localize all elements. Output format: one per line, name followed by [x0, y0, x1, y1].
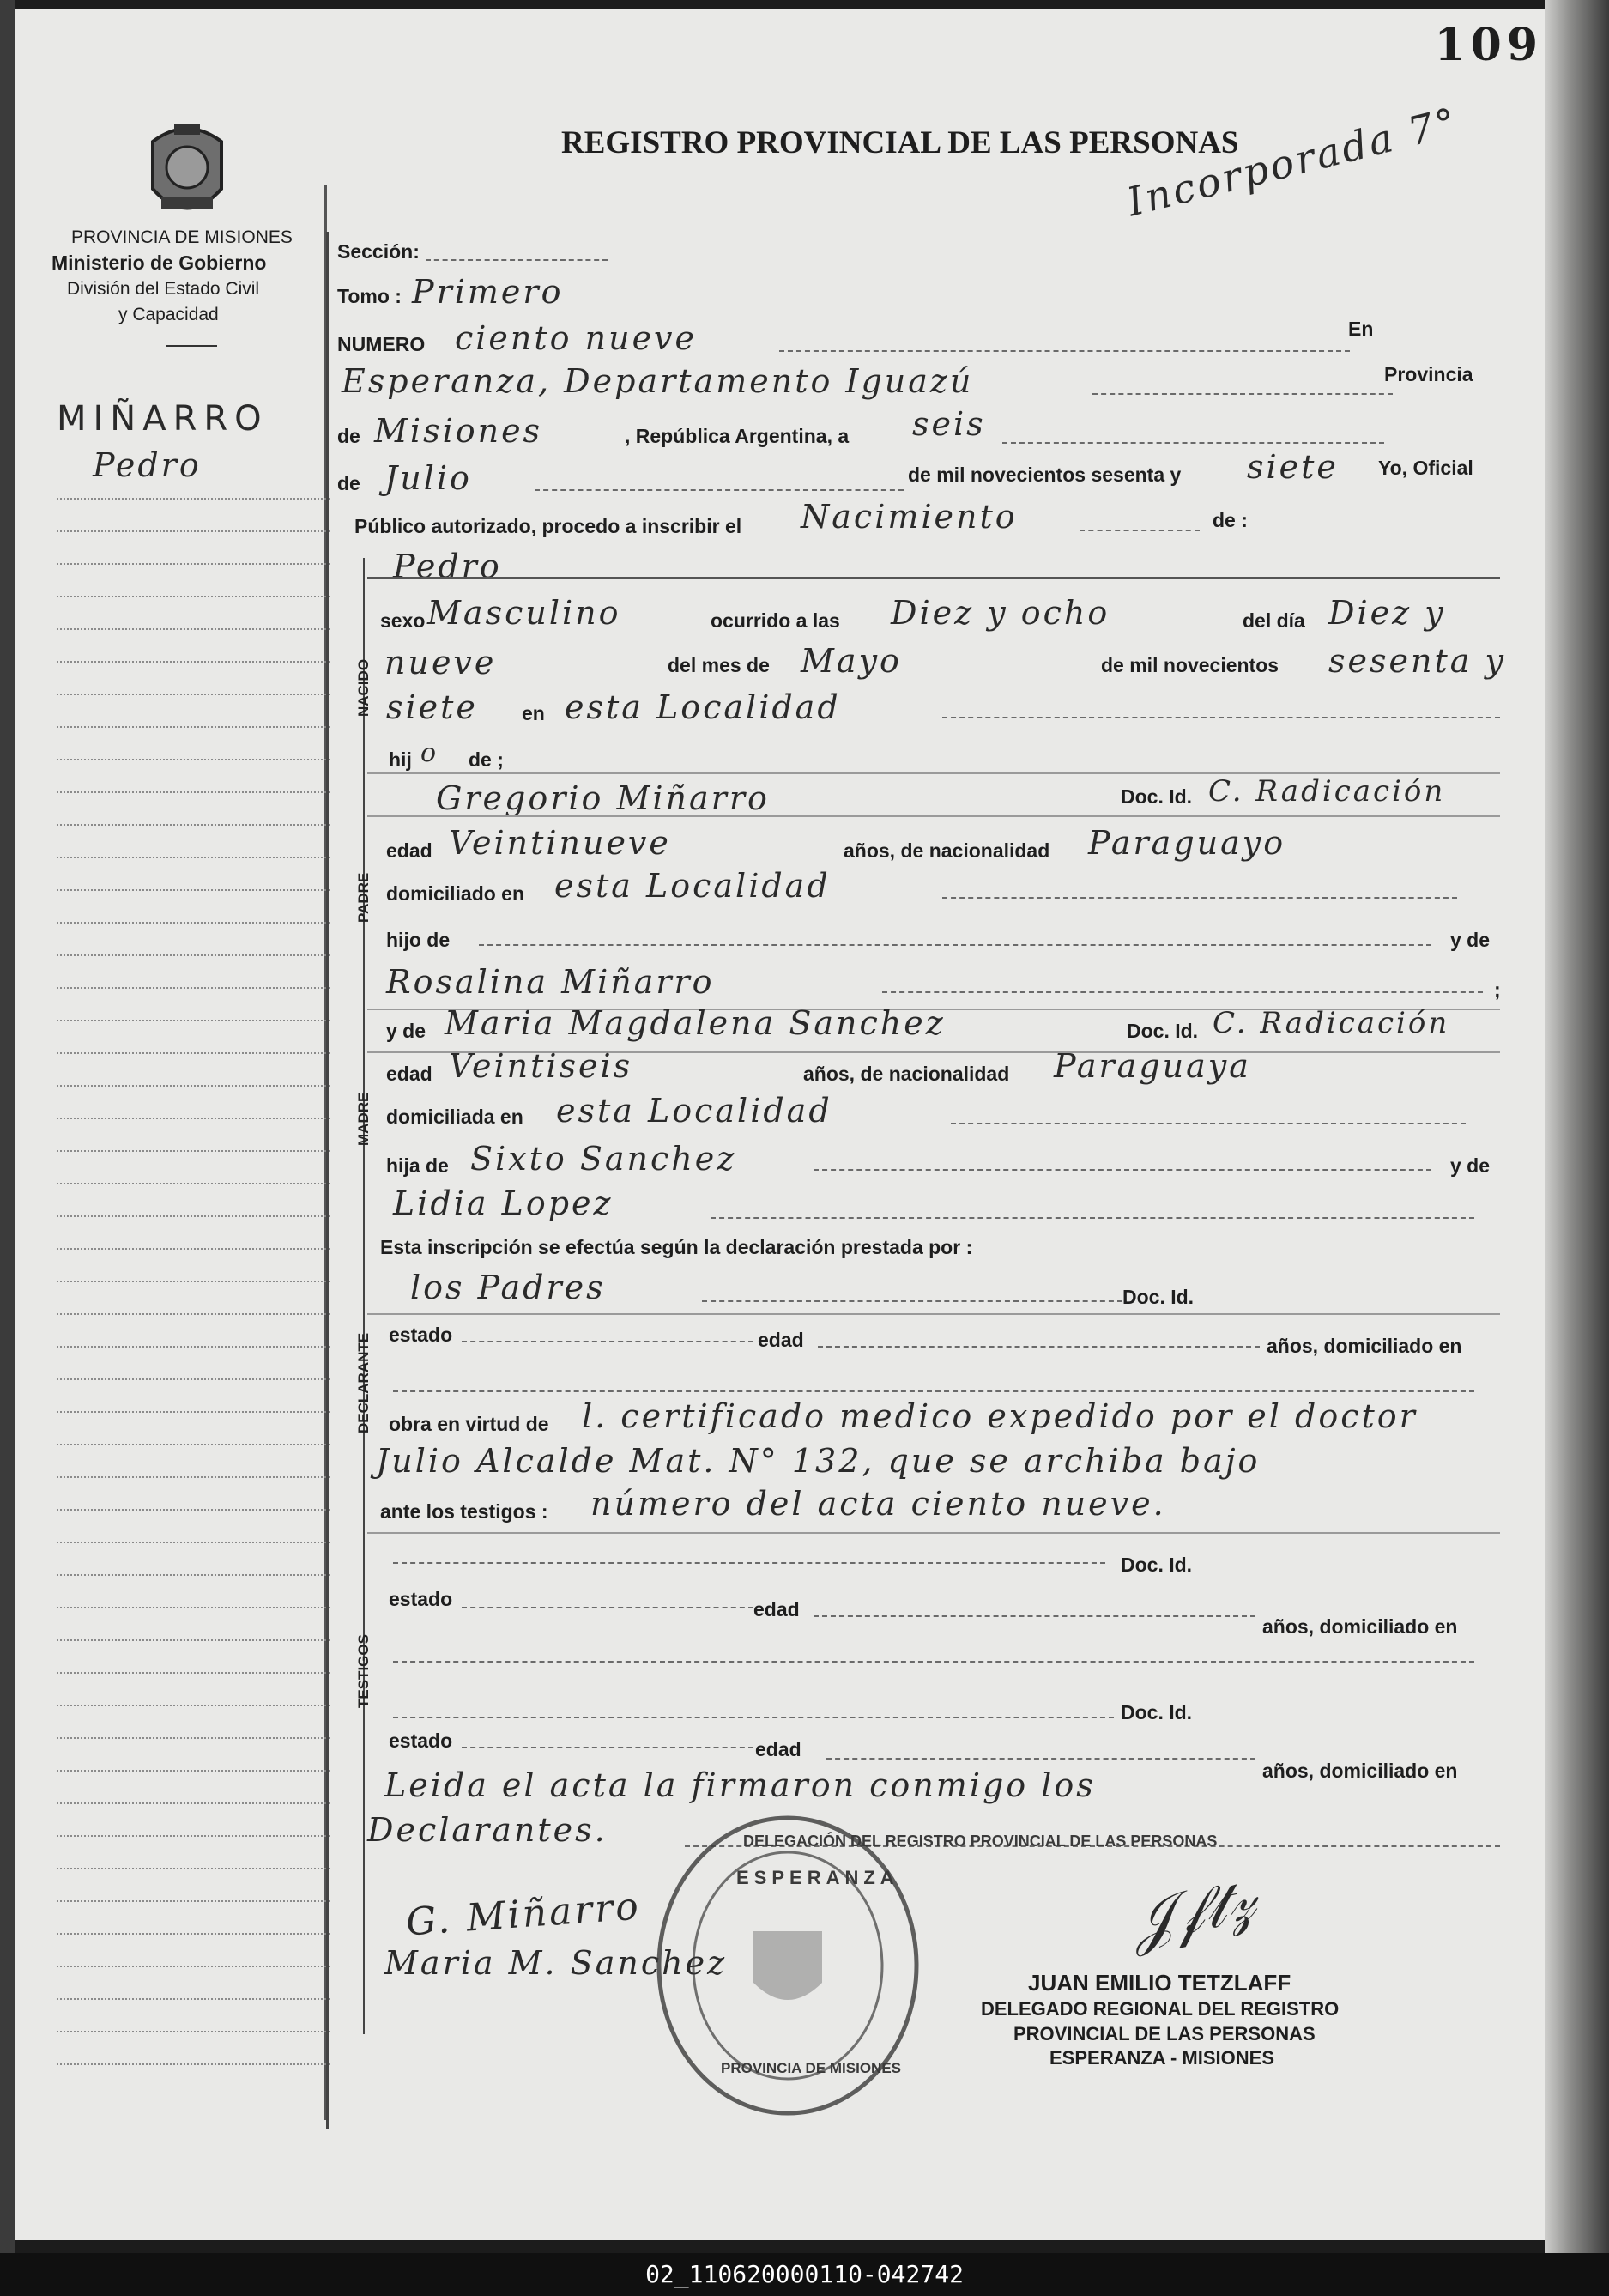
madre-nombre-value: Maria Magdalena Sanchez: [445, 1004, 946, 1042]
padre-nac-label: años, de nacionalidad: [844, 839, 1050, 862]
madre-hija-de-label: hija de: [386, 1154, 449, 1177]
signature-father: G. Miñarro: [404, 1884, 643, 1945]
en-nac-label: en: [522, 702, 545, 724]
closing-value-b: Declarantes.: [367, 1811, 608, 1849]
header-divider: [166, 345, 217, 347]
padre-madre-line: [882, 991, 1483, 993]
anio-label: de mil novecientos sesenta y: [908, 463, 1182, 486]
nombre-line: [367, 577, 1500, 579]
testigo1-dom-line: [393, 1661, 1474, 1663]
stub-ruled-line: [57, 1378, 330, 1380]
testigo2-doc-label: Doc. Id.: [1121, 1701, 1193, 1724]
mes-value: Julio: [384, 459, 472, 497]
padre-semicolon: ;: [1494, 978, 1501, 1001]
division-label: División del Estado Civil: [67, 279, 260, 299]
stub-ruled-line: [57, 2031, 330, 2032]
madre-madre-line: [711, 1217, 1474, 1219]
declarante-line-1: [367, 1313, 1500, 1315]
del-dia-label: del día: [1243, 609, 1305, 632]
stub-ruled-line: [57, 1020, 330, 1021]
tipo-line: [1080, 530, 1200, 531]
section-divider: [363, 558, 365, 2034]
stub-ruled-line: [57, 1118, 330, 1119]
nombre-value: Pedro: [393, 548, 502, 585]
page-title: REGISTRO PROVINCIAL DE LAS PERSONAS: [561, 125, 1239, 161]
testigo1-doc-label: Doc. Id.: [1121, 1554, 1193, 1576]
padre-doc-label: Doc. Id.: [1121, 785, 1193, 808]
capacity-label: y Capacidad: [118, 305, 219, 324]
stub-ruled-line: [57, 1281, 330, 1282]
stub-ruled-line: [57, 1052, 330, 1054]
numero-label: NUMERO: [337, 333, 426, 355]
footer-id: 02_110620000110-042742: [0, 2253, 1609, 2296]
stub-ruled-line: [57, 1900, 330, 1902]
testigo2-nombre-line: [393, 1717, 1114, 1718]
main-divider: [326, 232, 329, 2129]
stub-ruled-line: [57, 1705, 330, 1706]
anio-nac-value-a: sesenta y: [1328, 642, 1506, 680]
stub-ruled-line: [57, 759, 330, 760]
dia-nac-value-a: Diez y: [1328, 594, 1446, 632]
incorporated-annotation: Incorporada 7°: [1122, 98, 1463, 226]
stub-ruled-line: [57, 1802, 330, 1804]
stub-ruled-line: [57, 1248, 330, 1250]
tipo-value: Nacimiento: [801, 498, 1018, 536]
ministry-label: Ministerio de Gobierno: [51, 251, 267, 274]
stub-ruled-line: [57, 1574, 330, 1576]
madre-nac-label: años, de nacionalidad: [803, 1063, 1010, 1085]
provincia-label: Provincia: [1384, 363, 1473, 385]
stub-ruled-line: [57, 1085, 330, 1087]
testigo2-estado-line: [462, 1747, 753, 1748]
madre-doc-value: C. Radicación: [1213, 1006, 1450, 1040]
padre-edad-label: edad: [386, 839, 432, 862]
numero-line: [779, 350, 1350, 352]
madre-nac-value: Paraguaya: [1054, 1047, 1251, 1085]
signature-mother: Maria M. Sanchez: [384, 1944, 728, 1982]
declarante-edad-line: [818, 1346, 1260, 1348]
stub-ruled-line: [57, 1215, 330, 1217]
stub-ruled-line: [57, 563, 330, 565]
declarante-nombre-value: los Padres: [410, 1269, 606, 1306]
stub-ruled-line: [57, 1313, 330, 1315]
stub-ruled-line: [57, 530, 330, 532]
madre-dom-label: domiciliada en: [386, 1106, 523, 1128]
stub-ruled-line: [57, 596, 330, 597]
obra-value-b: Julio Alcalde Mat. N° 132, que se archiba bajo: [376, 1442, 1261, 1480]
lugar-nac-value: esta Localidad: [565, 688, 841, 726]
stub-ruled-line: [57, 987, 330, 989]
province-label: PROVINCIA DE MISIONES: [71, 227, 293, 247]
stub-ruled-line: [57, 694, 330, 695]
stamp-bottom-text: PROVINCIA DE MISIONES: [721, 2060, 902, 2076]
stub-given-name: Pedro: [93, 446, 202, 484]
province-crest-icon: [136, 116, 239, 232]
declarante-intro: Esta inscripción se efectúa según la declaración prestada por :: [380, 1236, 973, 1258]
tomo-label: Tomo :: [337, 285, 402, 307]
stub-ruled-line: [57, 1933, 330, 1935]
republica-label: , República Argentina, a: [625, 425, 850, 447]
stub-ruled-line: [57, 954, 330, 956]
padre-section-label: PADRE: [355, 872, 372, 923]
sexo-value: Masculino: [427, 594, 621, 632]
madre-madre-value: Lidia Lopez: [393, 1184, 614, 1222]
book-spine: [1545, 0, 1609, 2296]
padre-dom-label: domiciliado en: [386, 882, 525, 905]
hora-value: Diez y ocho: [891, 594, 1110, 632]
official-title-2: PROVINCIAL DE LAS PERSONAS: [1013, 2023, 1316, 2045]
testigo1-edad-line: [814, 1615, 1255, 1617]
padre-nac-value: Paraguayo: [1088, 824, 1286, 862]
padre-nombre-value: Gregorio Miñarro: [436, 779, 770, 817]
page-number: 109: [1434, 19, 1543, 71]
obra-value-a: l. certificado medico expedido por el doctor: [582, 1397, 1418, 1435]
obra-label: obra en virtud de: [389, 1413, 549, 1435]
stamp-top-text: DELEGACIÓN DEL REGISTRO PROVINCIAL DE LAS PERSONAS: [743, 1833, 1218, 1850]
place-value: Esperanza, Departamento Iguazú: [342, 362, 974, 400]
stub-ruled-line: [57, 1183, 330, 1184]
de-label: de: [337, 425, 360, 447]
official-title-1: DELEGADO REGIONAL DEL REGISTRO: [981, 1998, 1340, 2020]
padre-edad-value: Veintinueve: [449, 824, 671, 862]
padre-dom-line: [942, 897, 1457, 899]
testigo2-dom-label: años, domiciliado en: [1262, 1760, 1458, 1782]
stub-ruled-line: [57, 1476, 330, 1478]
madre-y-de-label: y de: [386, 1020, 426, 1042]
seccion-line: [426, 259, 608, 261]
declarante-edad-label: edad: [758, 1329, 804, 1351]
anio-value: siete: [1247, 448, 1339, 486]
madre-dom-value: esta Localidad: [556, 1092, 832, 1130]
mes-nac-label: del mes de: [668, 654, 770, 676]
page-edge-shadow: [0, 0, 15, 2296]
seccion-label: Sección:: [337, 240, 420, 263]
de-label-2: de: [337, 472, 360, 494]
stub-ruled-line: [57, 1770, 330, 1772]
stub-ruled-line: [57, 661, 330, 663]
declarante-doc-label: Doc. Id.: [1122, 1286, 1195, 1308]
hijo-label: hij: [389, 748, 412, 771]
stub-ruled-line: [57, 1639, 330, 1641]
tomo-value: Primero: [412, 273, 564, 311]
stub-ruled-line: [57, 1868, 330, 1869]
stub-ruled-line: [57, 1411, 330, 1413]
anio-nac-label: de mil novecientos: [1101, 654, 1279, 676]
madre-doc-label: Doc. Id.: [1127, 1020, 1199, 1042]
declarante-end-line: [367, 1532, 1500, 1534]
dia-nac-value-b: nueve: [384, 644, 497, 682]
madre-padre-value: Sixto Sanchez: [470, 1140, 737, 1178]
register-page: [15, 9, 1556, 2240]
de-hijo-label: de ;: [469, 748, 504, 771]
testigo2-edad-label: edad: [755, 1738, 801, 1760]
place-line: [1092, 393, 1393, 395]
hijo-value: o: [420, 738, 439, 768]
declarante-section-label: DECLARANTE: [355, 1332, 372, 1433]
declarante-estado-line: [462, 1341, 753, 1342]
stub-ruled-line: [57, 726, 330, 728]
madre-padre-line: [814, 1169, 1431, 1171]
testigo2-edad-line: [826, 1758, 1255, 1760]
stub-ruled-line: [57, 1607, 330, 1608]
stub-ruled-line: [57, 498, 330, 500]
stub-ruled-line: [57, 824, 330, 826]
publico-label: Público autorizado, procedo a inscribir el: [354, 515, 742, 537]
stub-ruled-line: [57, 1737, 330, 1739]
stub-ruled-line: [57, 1835, 330, 1837]
official-title-3: ESPERANZA - MISIONES: [1049, 2047, 1274, 2069]
madre-edad-value: Veintiseis: [449, 1047, 633, 1085]
declarante-nombre-line: [702, 1300, 1122, 1302]
numero-value: ciento nueve: [455, 319, 698, 357]
oficial-label: Yo, Oficial: [1378, 457, 1473, 479]
padre-hijo-de-line: [479, 944, 1431, 946]
testigo1-edad-label: edad: [753, 1598, 800, 1621]
testigos-section-label: TESTIGOS: [355, 1634, 372, 1708]
ocurrido-label: ocurrido a las: [711, 609, 840, 632]
sexo-label: sexo: [380, 609, 426, 632]
stub-ruled-line: [57, 791, 330, 793]
testigos-value: número del acta ciento nueve.: [590, 1485, 1166, 1523]
testigo1-estado-label: estado: [389, 1588, 453, 1610]
stub-ruled-line: [57, 1444, 330, 1445]
declarante-dom-label: años, domiciliado en: [1267, 1335, 1462, 1357]
padre-hijo-de-label: hijo de: [386, 929, 451, 951]
de-colon: de :: [1213, 509, 1248, 531]
stub-ruled-line: [57, 1966, 330, 1967]
padre-madre-value: Rosalina Miñarro: [386, 963, 715, 1001]
stub-surname: MIÑARRO: [57, 399, 269, 439]
testigo1-dom-label: años, domiciliado en: [1262, 1615, 1458, 1638]
stub-ruled-line: [57, 1998, 330, 2000]
official-name: JUAN EMILIO TETZLAFF: [1028, 1970, 1291, 1996]
stub-ruled-line: [57, 1542, 330, 1543]
madre-edad-label: edad: [386, 1063, 432, 1085]
madre-y-de-label-2: y de: [1450, 1154, 1491, 1177]
stub-ruled-line: [57, 1672, 330, 1674]
padre-dom-value: esta Localidad: [554, 867, 831, 905]
mes-line: [535, 489, 904, 491]
declarante-estado-label: estado: [389, 1324, 453, 1346]
official-signature: 𝒥𝒻𝓉𝓏: [1124, 1863, 1264, 1959]
stub-ruled-line: [57, 1150, 330, 1152]
anio-nac-value-b: siete: [386, 688, 478, 726]
en-label: En: [1348, 318, 1374, 340]
declarante-dom-line: [393, 1390, 1474, 1392]
closing-value-a: Leida el acta la firmaron conmigo los: [384, 1766, 1096, 1804]
testigos-label: ante los testigos :: [380, 1500, 548, 1523]
stub-ruled-line: [57, 922, 330, 924]
stamp-city: ESPERANZA: [736, 1867, 899, 1888]
stub-ruled-line: [57, 628, 330, 630]
stub-ruled-line: [57, 2063, 330, 2065]
madre-dom-line: [951, 1123, 1466, 1124]
lugar-nac-line: [942, 717, 1500, 718]
nacido-section-label: NACIDO: [355, 658, 372, 717]
padre-doc-value: C. Radicación: [1208, 774, 1446, 809]
stub-ruled-line: [57, 1346, 330, 1348]
padre-y-de-label: y de: [1450, 929, 1491, 951]
stub-ruled-line: [57, 857, 330, 858]
provincia-value: Misiones: [374, 412, 543, 450]
mes-nac-value: Mayo: [801, 642, 902, 680]
testigo1-estado-line: [462, 1607, 753, 1608]
dia-value: seis: [912, 405, 986, 443]
stub-ruled-line: [57, 1509, 330, 1511]
padre-nombre-line: [367, 815, 1500, 817]
dia-line: [1002, 442, 1384, 444]
testigo1-nombre-line: [393, 1562, 1105, 1564]
madre-section-label: MADRE: [355, 1092, 372, 1146]
testigo2-estado-label: estado: [389, 1730, 453, 1752]
stub-ruled-line: [57, 889, 330, 891]
